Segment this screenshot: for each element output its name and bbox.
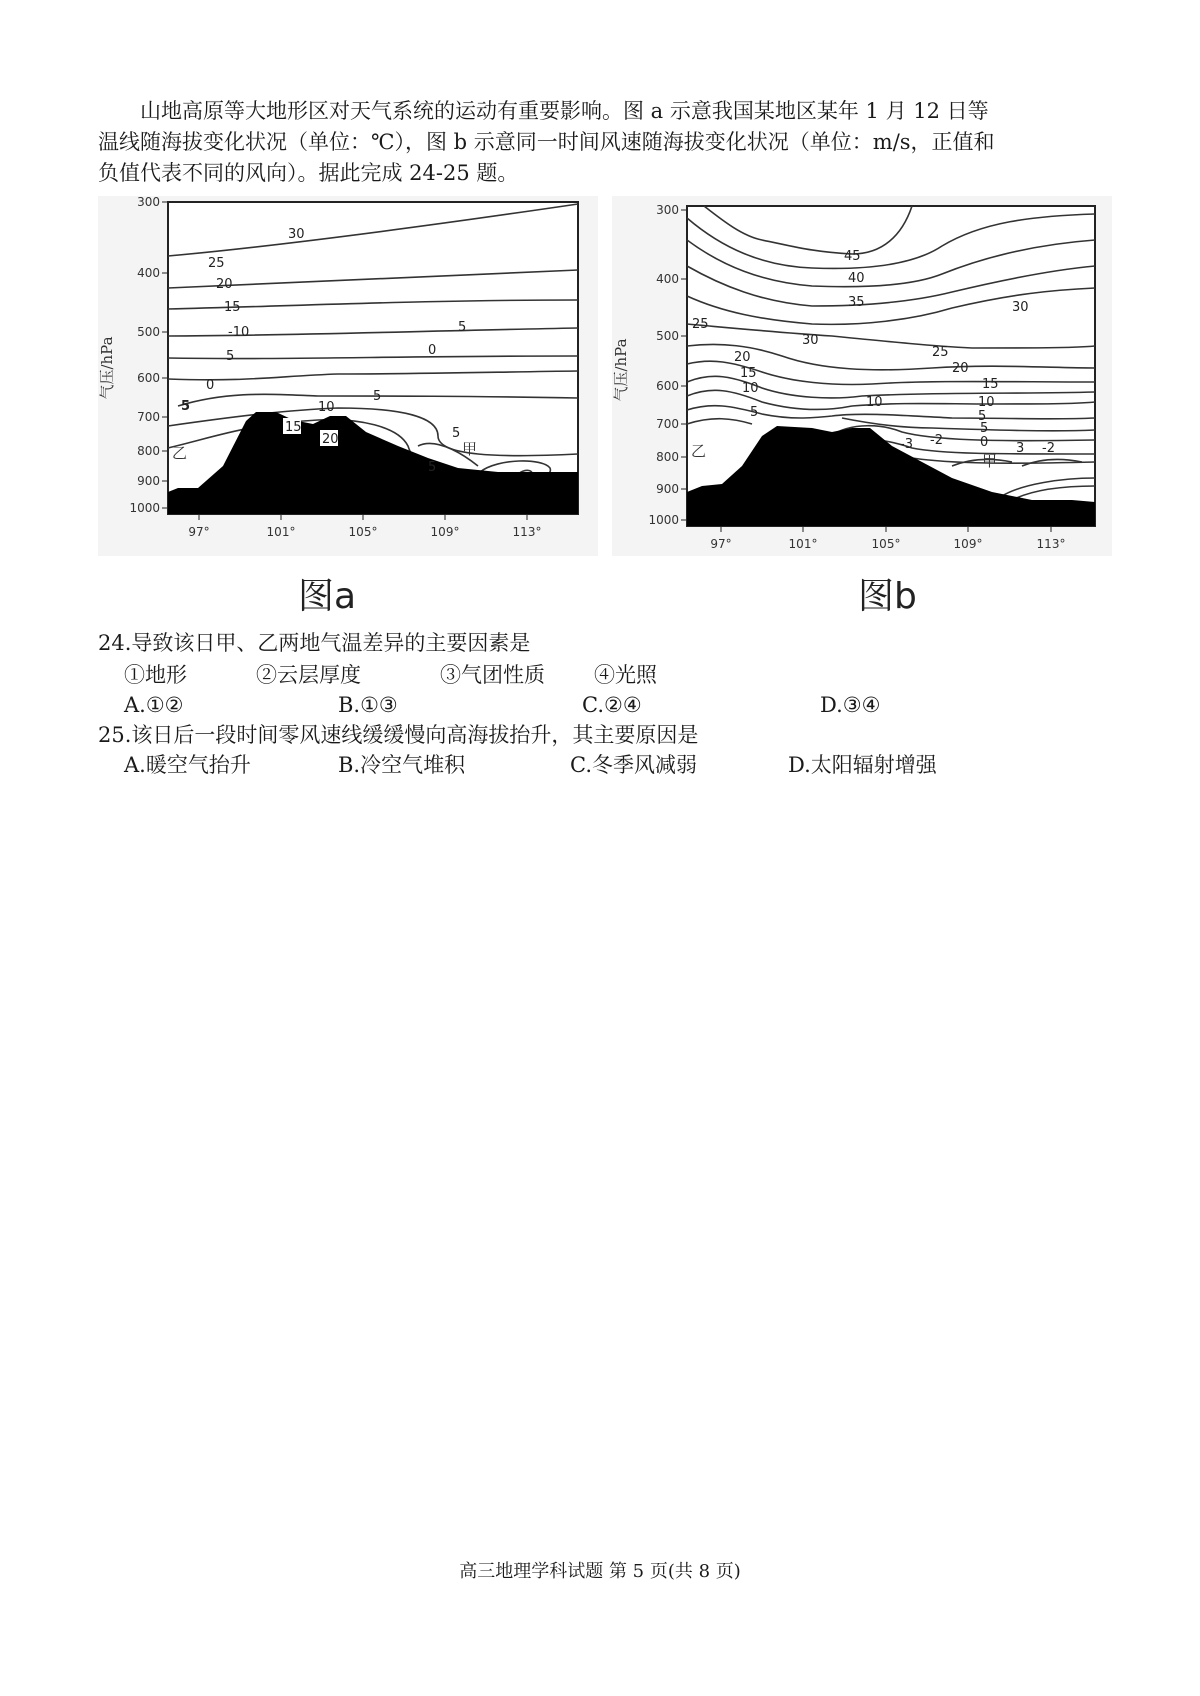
contour-label-b-15-left: 15 xyxy=(740,366,757,381)
x-tick-109: 109° xyxy=(953,537,983,551)
contour-label-a-30: 30 xyxy=(288,227,305,242)
y-tick-900: 900 xyxy=(656,482,679,496)
contour-label-a-5-mid: 5 xyxy=(373,389,382,404)
q24-option-d: D.③④ xyxy=(820,693,881,717)
contour-label-b-20-right: 20 xyxy=(952,361,969,376)
contour-label-b-10-left: 10 xyxy=(742,381,759,396)
contour-label-b-35: 35 xyxy=(848,295,865,310)
contour-label-b-30-left: 30 xyxy=(802,333,819,348)
figure-b-y-axis-label: 气压/hPa xyxy=(612,338,630,402)
contour-label-a-0-right: 0 xyxy=(428,343,437,358)
question-24-stem: 24.导致该日甲、乙两地气温差异的主要因素是 xyxy=(98,631,531,655)
y-tick-500: 500 xyxy=(137,325,160,339)
q24-factor-1: ①地形 xyxy=(124,663,187,687)
x-tick-97: 97° xyxy=(188,525,210,539)
q25-option-d: D.太阳辐射增强 xyxy=(788,753,937,777)
figure-b-plot xyxy=(612,196,1112,556)
page-footer: 高三地理学科试题 第 5 页(共 8 页) xyxy=(459,1561,741,1582)
y-tick-600: 600 xyxy=(137,371,160,385)
y-tick-300: 300 xyxy=(137,196,160,209)
place-label-b-yi: 乙 xyxy=(691,442,707,460)
x-tick-105: 105° xyxy=(348,525,378,539)
y-tick-700: 700 xyxy=(137,410,160,424)
contour-label-a-15-terrain: 15 xyxy=(285,420,302,435)
x-tick-105: 105° xyxy=(871,537,901,551)
figure-a xyxy=(98,196,598,556)
q24-factor-2: ②云层厚度 xyxy=(256,663,361,687)
intro-paragraph xyxy=(98,96,1108,189)
contour-label-a-5-bottom: 5 xyxy=(428,460,437,475)
contour-label-b-3: 3 xyxy=(1016,441,1025,456)
x-tick-113: 113° xyxy=(512,525,542,539)
x-tick-97: 97° xyxy=(710,537,732,551)
place-label-a-jia: 甲 xyxy=(462,440,478,458)
intro-line-1: 山地高原等大地形区对天气系统的运动有重要影响。图 a 示意我国某地区某年 1 月 12 日等 xyxy=(140,99,989,123)
contour-label-a-10: 10 xyxy=(318,400,335,415)
q25-option-c: C.冬季风减弱 xyxy=(570,753,697,777)
figure-a-y-axis-label: 气压/hPa xyxy=(98,336,116,400)
contour-label-a-20: 20 xyxy=(216,277,233,292)
q24-option-b: B.①③ xyxy=(338,693,398,717)
question-25-stem: 25.该日后一段时间零风速线缓缓慢向高海拔抬升，其主要原因是 xyxy=(98,723,699,747)
x-tick-101: 101° xyxy=(266,525,296,539)
y-tick-600: 600 xyxy=(656,379,679,393)
figure-b xyxy=(612,196,1112,556)
y-tick-700: 700 xyxy=(656,417,679,431)
q24-factor-3: ③气团性质 xyxy=(440,663,545,687)
y-tick-500: 500 xyxy=(656,329,679,343)
intro-line-2: 温线随海拔变化状况（单位：℃），图 b 示意同一时间风速随海拔变化状况（单位：m/s，正值和 xyxy=(98,130,995,154)
x-tick-113: 113° xyxy=(1036,537,1066,551)
q25-option-b: B.冷空气堆积 xyxy=(338,753,466,777)
y-tick-1000: 1000 xyxy=(129,501,160,515)
contour-label-b-0: 0 xyxy=(980,435,989,450)
q24-option-a: A.①② xyxy=(124,693,184,717)
figure-a-caption: 图a xyxy=(298,576,357,617)
contour-label-b-5-right: 5 xyxy=(978,409,987,424)
intro-line-3: 负值代表不同的风向）。据此完成 24-25 题。 xyxy=(98,161,519,185)
q24-option-c: C.②④ xyxy=(582,693,642,717)
contour-label-b-15-right: 15 xyxy=(982,377,999,392)
y-tick-300: 300 xyxy=(656,203,679,217)
x-tick-109: 109° xyxy=(430,525,460,539)
q24-factor-4: ④光照 xyxy=(594,663,657,687)
contour-label-a-5-upper: 5 xyxy=(226,349,235,364)
contour-label-b-5-left: 5 xyxy=(750,405,759,420)
contour-label-a-5-right: 5 xyxy=(458,320,467,335)
y-tick-800: 800 xyxy=(137,444,160,458)
contour-label-a-20-terrain: 20 xyxy=(322,432,339,447)
y-tick-1000: 1000 xyxy=(648,513,679,527)
contour-label-a-15: 15 xyxy=(224,300,241,315)
contour-label-b-minus2-a: -2 xyxy=(930,433,943,448)
contour-label-b-25-left: 25 xyxy=(692,317,709,332)
contour-label-a-minus10: -10 xyxy=(228,325,250,340)
contour-label-a-0-left: 0 xyxy=(206,378,215,393)
contour-label-a-5-left: 5 xyxy=(181,399,191,414)
y-tick-400: 400 xyxy=(656,272,679,286)
contour-label-b-minus3: -3 xyxy=(900,437,913,452)
contour-label-b-20-left: 20 xyxy=(734,350,751,365)
contour-label-b-minus2-b: -2 xyxy=(1042,441,1055,456)
q25-option-a: A.暖空气抬升 xyxy=(124,753,251,777)
y-tick-800: 800 xyxy=(656,450,679,464)
contour-label-a-25: 25 xyxy=(208,256,225,271)
contour-label-b-45: 45 xyxy=(844,249,861,264)
figure-b-caption: 图b xyxy=(858,576,917,617)
contour-label-b-10-right: 10 xyxy=(978,395,995,410)
contour-label-b-40: 40 xyxy=(848,271,865,286)
y-tick-900: 900 xyxy=(137,474,160,488)
contour-label-b-30-right: 30 xyxy=(1012,300,1029,315)
contour-label-b-25-right: 25 xyxy=(932,345,949,360)
place-label-b-jia: 甲 xyxy=(982,452,998,470)
contour-label-b-5-low: 5 xyxy=(980,421,989,436)
x-tick-101: 101° xyxy=(788,537,818,551)
place-label-a-yi: 乙 xyxy=(172,444,188,462)
figure-a-plot xyxy=(98,196,598,556)
contour-label-b-10-mid: 10 xyxy=(866,395,883,410)
y-tick-400: 400 xyxy=(137,266,160,280)
contour-label-a-5-jia: 5 xyxy=(452,426,461,441)
